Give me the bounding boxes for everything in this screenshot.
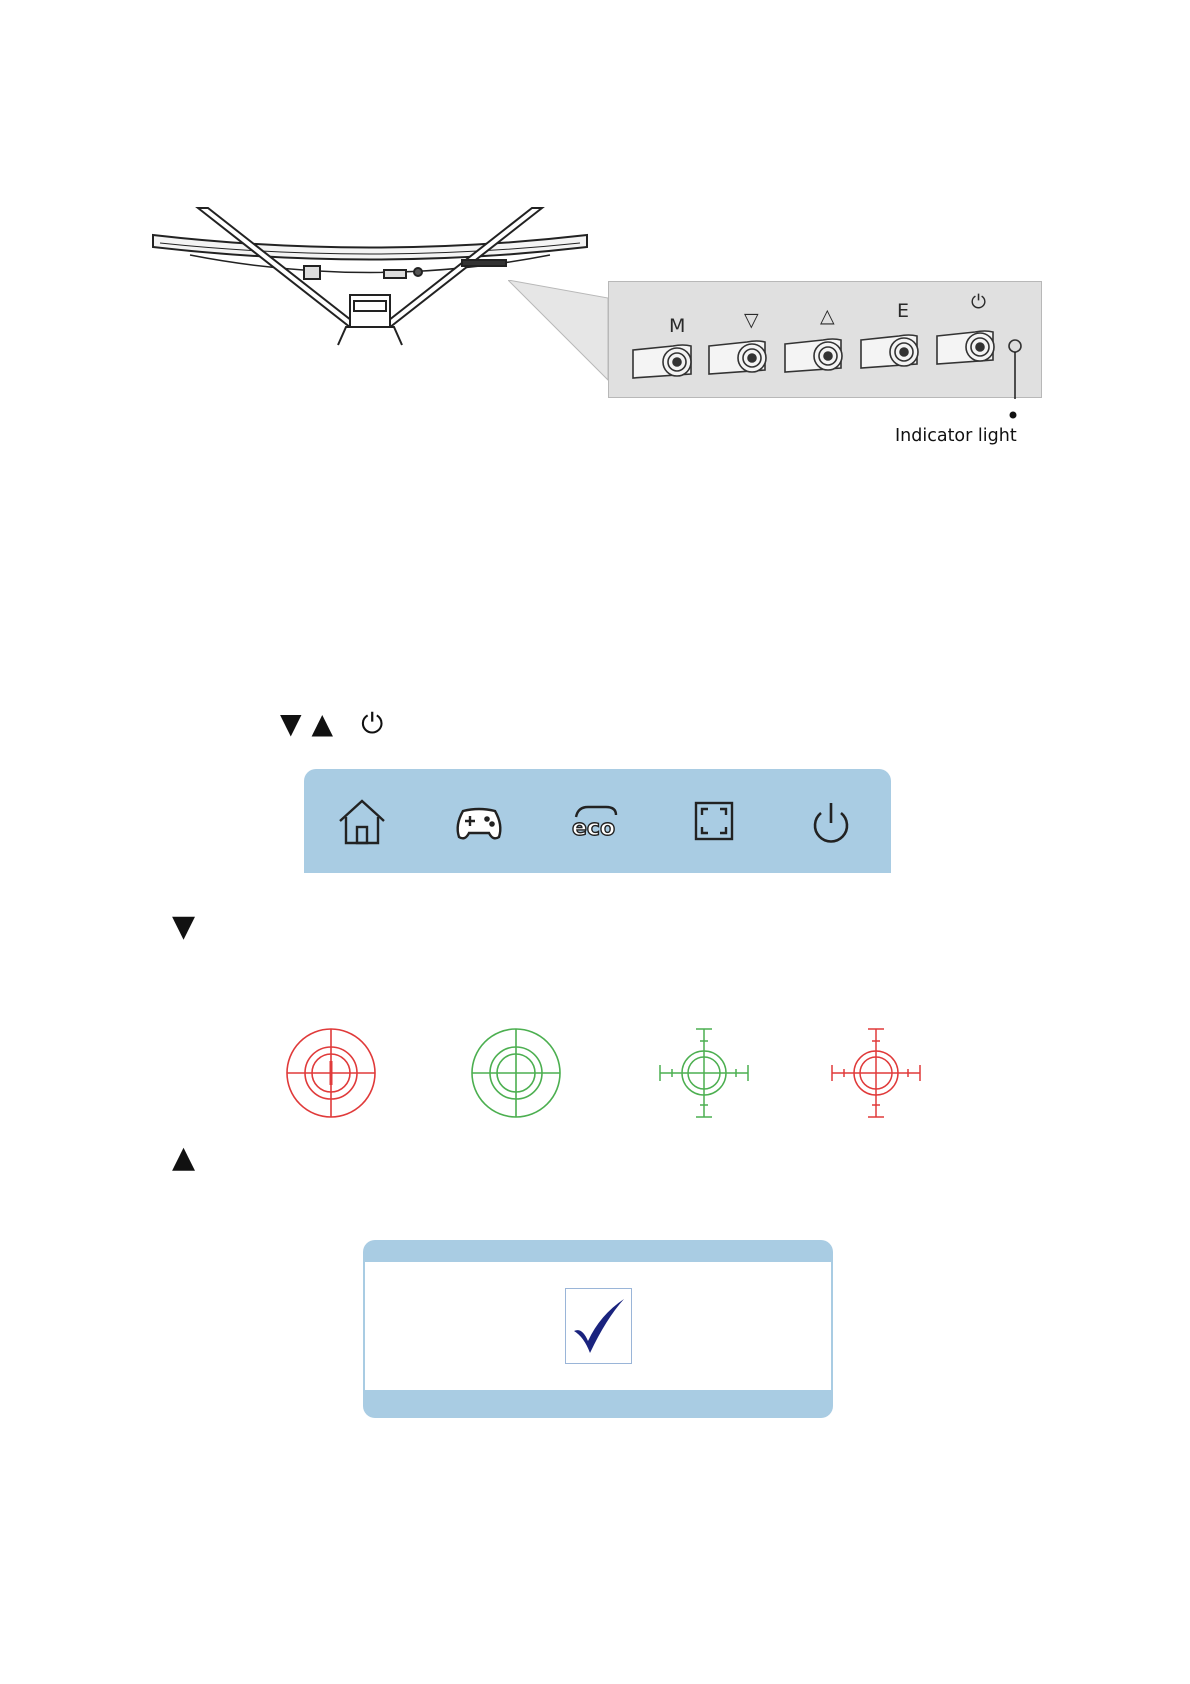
key-label-up: △	[820, 305, 835, 327]
control-keys-illustration	[609, 282, 1043, 399]
frame-icon[interactable]	[684, 791, 744, 851]
confirm-dialog	[363, 1240, 833, 1418]
key-label-power: ⏻	[971, 291, 987, 313]
crosshair-scope-red[interactable]	[828, 1025, 924, 1121]
eco-icon[interactable]	[566, 791, 626, 851]
key-label-down: ▽	[744, 309, 759, 331]
crosshair-scope-green[interactable]	[656, 1025, 752, 1121]
key-label-m: M	[669, 315, 686, 337]
indicator-leader-dot	[1008, 410, 1018, 420]
crosshair-circle-red[interactable]	[283, 1025, 379, 1121]
down-key-glyph: ▼	[172, 909, 196, 944]
quick-menu-bar	[304, 769, 891, 873]
hint-key-glyphs	[280, 706, 383, 742]
gamepad-icon[interactable]	[449, 791, 509, 851]
home-icon[interactable]	[332, 791, 392, 851]
key-label-e: E	[897, 300, 910, 322]
control-keys-panel	[608, 281, 1042, 398]
confirm-checkbox[interactable]	[565, 1288, 632, 1364]
power-glyph: ⏻	[361, 707, 384, 740]
eco-icon-text: eco	[572, 816, 616, 841]
down-triangle-glyph: ▼	[280, 707, 302, 740]
checkmark-icon	[566, 1289, 631, 1363]
indicator-light	[1009, 340, 1021, 352]
confirm-dialog-body	[365, 1262, 831, 1390]
up-triangle-glyph: ▲	[311, 707, 334, 740]
power-icon[interactable]	[801, 791, 861, 851]
crosshair-circle-green[interactable]	[468, 1025, 564, 1121]
indicator-light-label: Indicator light	[895, 426, 1017, 446]
up-key-glyph: ▲	[172, 1140, 196, 1175]
